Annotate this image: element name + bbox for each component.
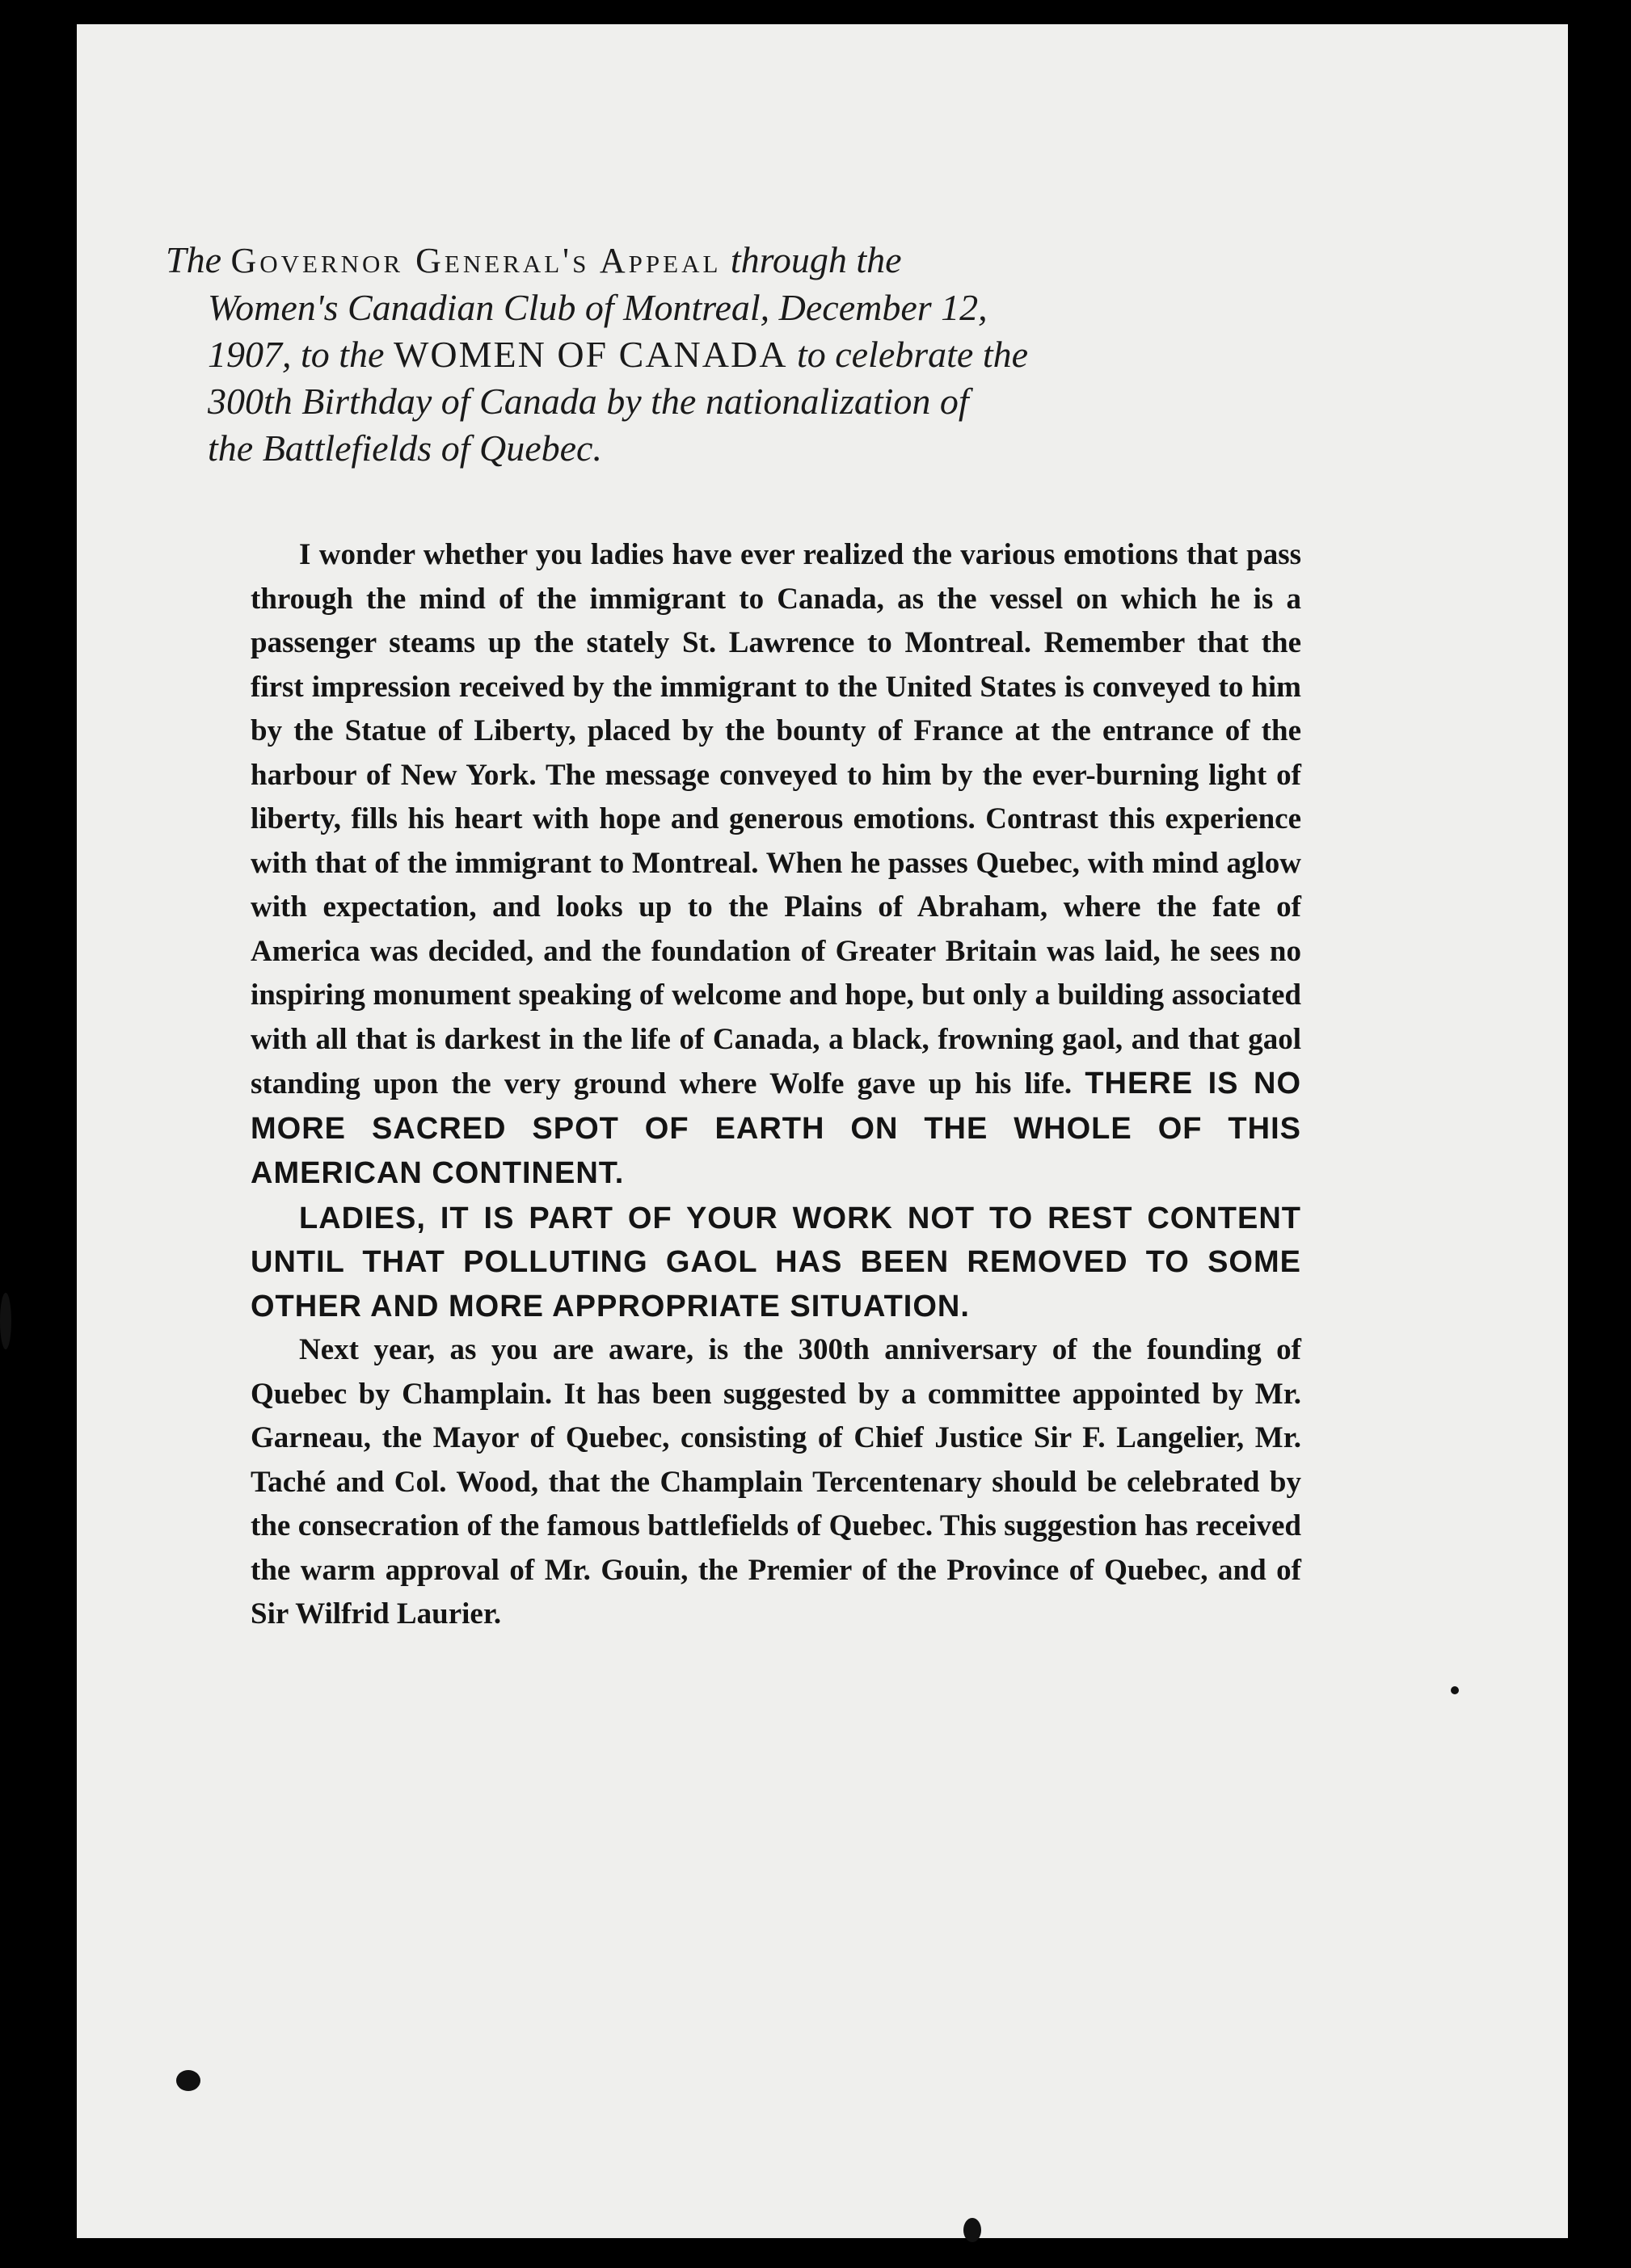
scan-dot-mark bbox=[1451, 1686, 1459, 1694]
heading-the: The bbox=[166, 239, 231, 280]
heading-through-the: through the bbox=[721, 239, 902, 280]
paragraph-immigrant bbox=[251, 533, 1301, 1197]
heading-date-to-the: 1907, to the bbox=[208, 334, 394, 375]
paragraph-immigrant-text: I wonder whether you ladies have ever realized the various emotions that pass through the mind of the immigrant to Canada, as the vessel on which he is a passenger steams up the stately St. Lawrence to Montreal. Remember that the first impression received by the immigrant to the United States is conveyed to him by the Statue of Liberty, placed by the bounty of France at the entrance of the harbour of New York. The message conveyed to him by the ever-burning light of liberty, fills his heart with hope and generous emotions. Contrast this experience with that of the immigrant to Montreal. When he passes Quebec, with mind aglow with expectation, and looks up to the Plains of Abraham, where the fate of America was decided, and the foundation of Greater Britain was laid, he sees no inspiring monument speaking of welcome and hope, but only a building associated with all that is darkest in the life of Canada, a black, frowning gaol, and that gaol standing upon the very ground where Wolfe gave up his life. bbox=[251, 538, 1301, 1100]
paragraph-tercentenary: Next year, as you are aware, is the 300th anniversary of the founding of Quebec by Champlain. It has been suggested by a committee appointed by Mr. Garneau, the Mayor of Quebec, consisting of Chief Justice Sir F. Langelier, Mr. Taché and Col. Wood, that the Champlain Tercentenary should be celebrated by the consecration of the famous battlefields of Quebec. This suggestion has received the warm approval of Mr. Gouin, the Premier of the Province of Quebec, and of Sir Wilfrid Laurier. bbox=[251, 1333, 1301, 1631]
paragraph-ladies-appeal: LADIES, IT IS PART OF YOUR WORK NOT TO REST CONTENT UNTIL THAT POLLUTING GAOL HAS BEEN REMOVED TO SOME OTHER AND MORE APPROPRIATE SITUATION. bbox=[251, 1201, 1301, 1323]
scan-edge-blot bbox=[0, 1293, 11, 1349]
heading-to-celebrate: to celebrate the bbox=[787, 334, 1029, 375]
heading-line-1 bbox=[166, 237, 1293, 284]
document-heading bbox=[166, 237, 1293, 472]
scan-bottom-blot bbox=[963, 2218, 981, 2242]
heading-line-3 bbox=[166, 331, 1293, 378]
sacred-spot-statement: THERE IS NO MORE SACRED SPOT OF EARTH ON THE WHOLE OF THIS AMERICAN CONTINENT. bbox=[251, 1067, 1301, 1190]
document-body bbox=[251, 533, 1301, 1637]
heading-line-5: the Battlefields of Quebec. bbox=[208, 427, 602, 469]
heading-governor-generals-appeal: Governor General's Appeal bbox=[230, 241, 722, 280]
scan-ink-blot bbox=[176, 2070, 200, 2091]
heading-line-4: 300th Birthday of Canada by the nationalization of bbox=[208, 381, 969, 422]
heading-women-of-canada: WOMEN OF CANADA bbox=[393, 334, 788, 375]
heading-line-2: Women's Canadian Club of Montreal, December 12, bbox=[208, 287, 988, 328]
